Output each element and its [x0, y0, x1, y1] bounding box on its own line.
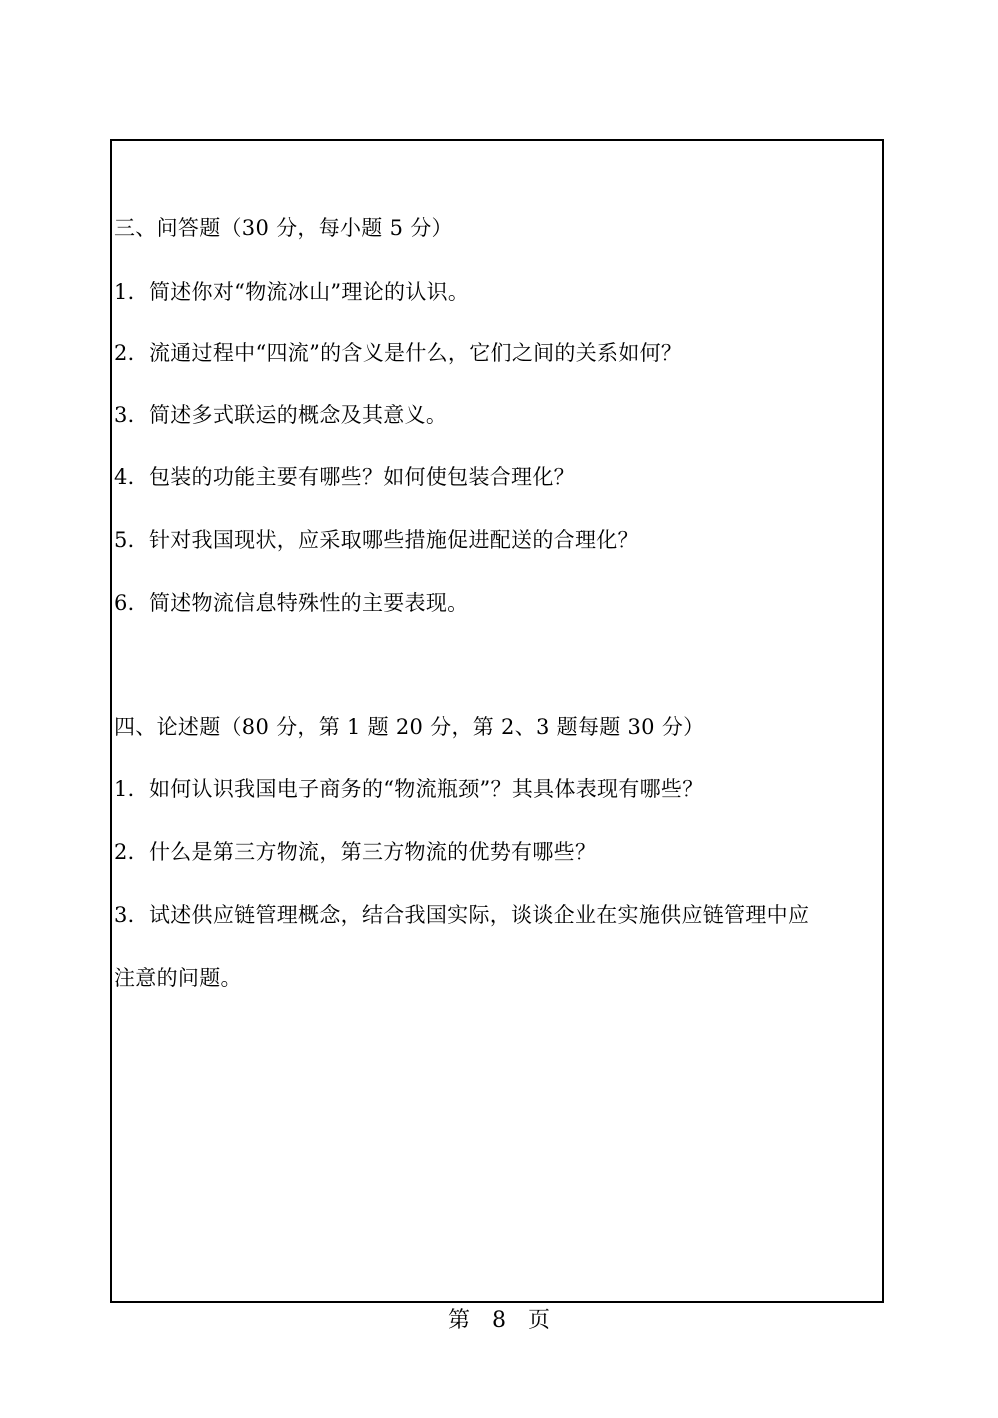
page-number: 第 8 页 [448, 1308, 550, 1333]
section-4-question-2: 2．什么是第三方物流，第三方物流的优势有哪些？ [114, 840, 597, 864]
section-4-question-3-continued: 注意的问题。 [114, 966, 242, 990]
section-3-question-2: 2．流通过程中“四流”的含义是什么，它们之间的关系如何？ [114, 341, 683, 365]
section-3-question-4: 4．包装的功能主要有哪些？如何使包装合理化？ [114, 465, 575, 489]
section-4-question-1: 1．如何认识我国电子商务的“物流瓶颈”？其具体表现有哪些？ [114, 777, 704, 801]
section-4-heading: 四、论述题（80 分，第 1 题 20 分，第 2、3 题每题 30 分） [114, 715, 705, 739]
section-3-question-1: 1．简述你对“物流冰山”理论的认识。 [114, 280, 470, 304]
section-3-question-3: 3．简述多式联运的概念及其意义。 [114, 403, 448, 427]
section-3-question-6: 6．简述物流信息特殊性的主要表现。 [114, 591, 469, 615]
section-3-question-5: 5．针对我国现状，应采取哪些措施促进配送的合理化？ [114, 528, 639, 552]
section-3-heading: 三、问答题（30 分，每小题 5 分） [114, 216, 453, 240]
section-4-question-3: 3．试述供应链管理概念，结合我国实际，谈谈企业在实施供应链管理中应 [114, 903, 810, 927]
